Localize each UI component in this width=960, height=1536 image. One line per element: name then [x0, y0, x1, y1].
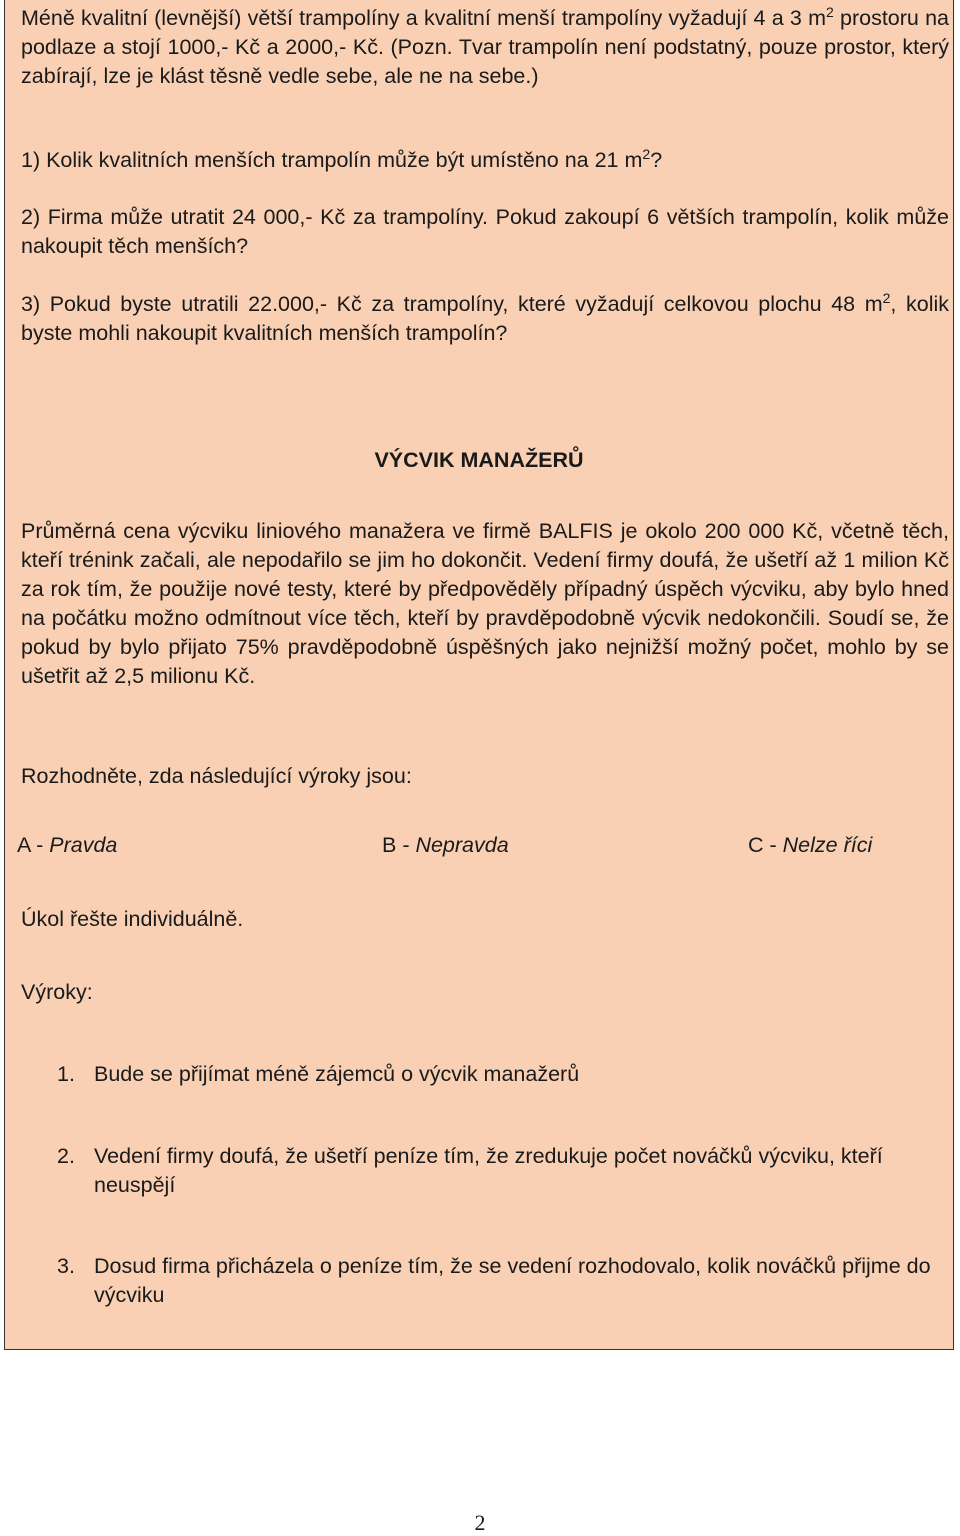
exercise-box — [4, 0, 954, 1350]
statement-number: 1. — [57, 1062, 75, 1086]
question-3: 3) Pokud byste utratili 22.000,- Kč za trampolíny, které vyžadují celkovou plochu 48 $m^2$, kolik byste mohli nakoupit kvalitních menších trampolín? — [21, 290, 949, 345]
statements-label: Výroky: — [21, 980, 93, 1004]
instruction-text: Rozhodněte, zda následující výroky jsou: — [21, 764, 412, 788]
option-b: B - Nepravda — [382, 833, 509, 857]
statement-text: Bude se přijímat méně zájemců o výcvik manažerů — [94, 1062, 580, 1086]
page-number: 2 — [474, 1510, 486, 1535]
question-1: 1) Kolik kvalitních menších trampolín může být umístěno na 21 $m^2$? — [21, 146, 663, 172]
intro-paragraph: Méně kvalitní (levnější) větší trampolíny a kvalitní menší trampolíny vyžadují 4 a 3 $m^2$ prostoru na podlaze a stojí 1000,- Kč a 2000,- Kč. (Pozn. Tvar trampolín není podstatný, pouze prostor, který zabírají, lze je klást těsně vedle sebe, ale ne na sebe.) — [21, 4, 950, 88]
question-2: 2) Firma může utratit 24 000,- Kč za trampolíny. Pokud zakoupí 6 větších trampolín, kolik může nakoupit těch menších? — [21, 205, 949, 258]
section-title: VÝCVIK MANAŽERŮ — [374, 448, 584, 472]
statement-text: Vedení firmy doufá, že ušetří peníze tím, že zredukuje počet nováčků výcviku, kteří neuspějí — [94, 1144, 883, 1197]
task-note: Úkol řešte individuálně. — [21, 907, 244, 931]
option-a: A - Pravda — [17, 833, 118, 857]
statement-number: 3. — [57, 1254, 75, 1278]
statement-number: 2. — [57, 1144, 75, 1168]
option-c: C - Nelze říci — [748, 833, 873, 857]
description-paragraph: Průměrná cena výcviku liniového manažera ve firmě BALFIS je okolo 200 000 Kč, včetně těch, kteří trénink začali, ale nepodařilo se jim ho dokončit. Vedení firmy doufá, že ušetří až 1 milion Kč za rok tím, že použije nové testy, které by předpověděly případný úspěch výcviku, aby bylo hned na počátku možno odmítnout více těch, kteří by pravděpodobně výcvik nedokončili. Soudí se, že pokud by bylo přijato 75% pravděpodobně úspěšných jako nejnižší možný počet, mohlo by se ušetřit až 2,5 milionu Kč. — [21, 519, 949, 688]
statement-text: Dosud firma přicházela o peníze tím, že se vedení rozhodovalo, kolik nováčků přijme do výcviku — [94, 1254, 931, 1307]
